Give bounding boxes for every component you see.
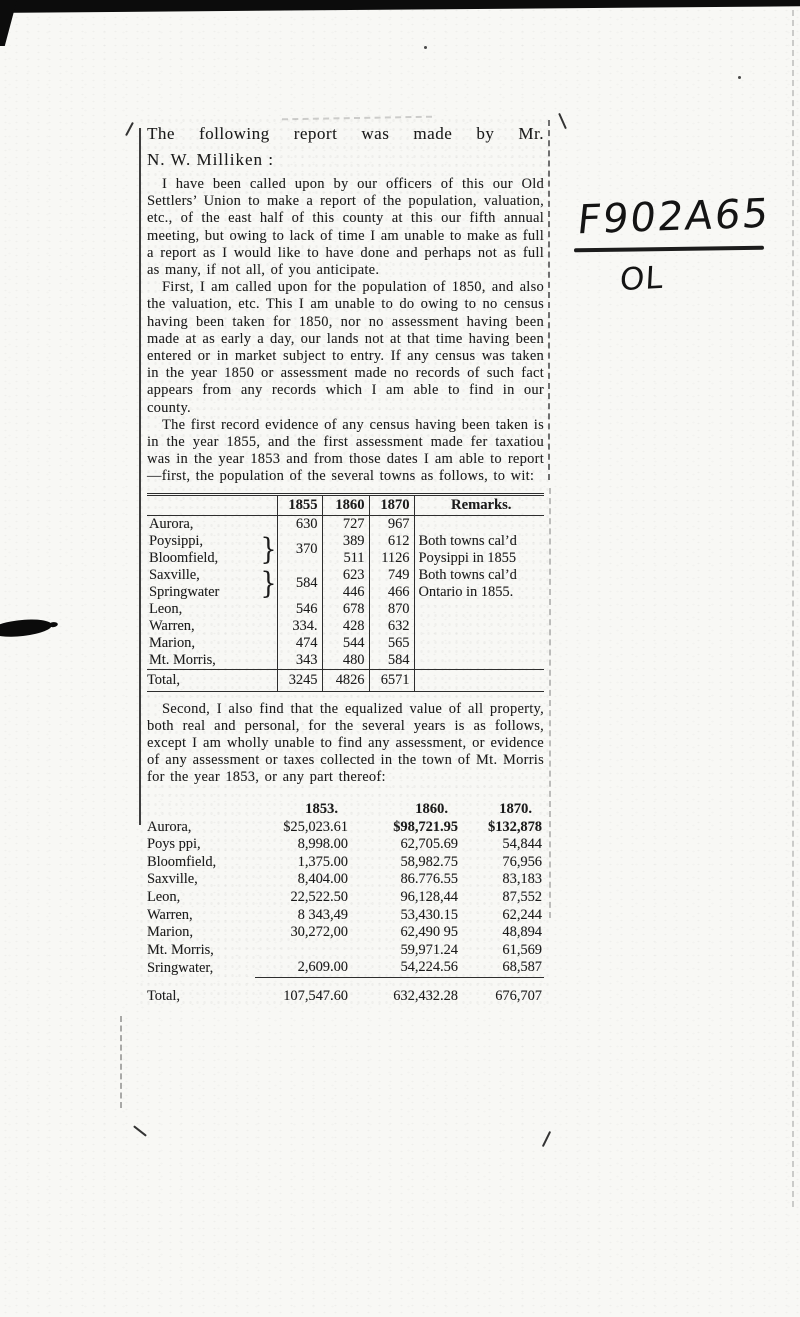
clipping-right-border-faint [549,488,551,918]
brace-icon: } [260,531,277,567]
paragraph-first: First, I am called upon for the population of 1850, and also the valuation, etc. This I am unable to do owing to no census having been taken for 1850, nor no assessment having been made at as early a day, our lands not at that time having been entered or in market subject to entry. If any census was taken in the year 1850 or assessment made no records of such fact appears from any records which I am able to find in our county. [147,279,544,416]
col-header-remarks: Remarks. [414,494,544,515]
town-name: Bloomfield, [149,549,219,566]
paragraph-intro: I have been called upon by our officers of this our Old Settlers’ Union to make a report of the population, valuation, etc., of the east half of this county at this our fifth annual meeting, but owing to lack of time I am unable to make as full a report as I would like to have done and perhaps not as full as many, if not all, of you anticipate. [147,176,544,279]
clipping-right-border [548,120,550,480]
val-1860: 86.776.55 [400,871,458,888]
table-row [147,819,544,837]
col-header-1870: 1870. [499,800,532,817]
val-1860: 58,982.75 [400,853,458,870]
town-name: Poys ppi, [147,836,201,853]
val-1860: 53,430.15 [400,906,458,923]
col-header-1860: 1860 [322,494,369,515]
table-row [147,871,544,889]
pop-1855: 630 [277,515,322,533]
brace-spacer [262,601,277,618]
clipping-left-border [139,128,141,825]
paragraph-second: Second, I also find that the equalized value of all property, both real and personal, for the several years is as follows, except I am wholly unable to find any assessment, or evidence of any assessment or taxes collected in the town of Mt. Morris for the year 1853, or any part thereof: [147,700,544,786]
val-1870: 83,183 [502,871,542,888]
pop-1855: 343 [277,652,322,670]
table-row [147,652,544,670]
col-header-1870: 1870 [369,494,414,515]
table-row [147,959,544,977]
val-1853: 8 343,49 [297,906,348,923]
pop-1870: 584 [369,652,414,670]
pop-1855-merged: 584 [277,567,322,601]
table-row [147,515,544,533]
brace-spacer [262,652,277,670]
pop-1870: 870 [369,601,414,618]
remark [414,515,544,533]
table-row [147,618,544,635]
val-1853: 2,609.00 [297,959,348,976]
town-name: Saxville, [149,566,200,583]
pop-1855: 474 [277,635,322,652]
handwritten-archive-code: F902A65 [575,190,773,244]
brace-icon: } [260,565,277,601]
col-header-1855: 1855 [277,494,322,515]
val-1853 [255,942,350,960]
pop-1860: 727 [322,515,369,533]
remark [414,601,544,618]
val-1853: 1,375.00 [297,853,348,870]
pop-1870: 612 [369,533,414,550]
brace-cell [262,533,277,567]
remark: Ontario in 1855. [414,584,544,601]
total-remark [414,669,544,691]
town-name: Mt. Morris, [147,941,214,958]
table-row [147,854,544,872]
pop-1870: 632 [369,618,414,635]
table-row [147,889,544,907]
town-name: Aurora, [149,515,194,532]
town-name: Mt. Morris, [149,651,216,668]
pop-1860: 511 [322,550,369,567]
val-1860: 59,971.24 [400,941,458,958]
town-name: Poysippi, [149,532,203,549]
pop-1855-merged: 370 [277,533,322,567]
val-1853: $25,023.61 [283,818,348,835]
remark: Both towns cal’d [414,533,544,550]
remark: Poysippi in 1855 [414,550,544,567]
total-1870: 676,707 [460,978,544,1010]
pop-1860: 480 [322,652,369,670]
val-1860: 54,224.56 [400,959,458,976]
ink-blob [0,616,53,639]
population-header-row [147,494,544,515]
handwritten-label: OL [618,259,665,299]
scanner-corner-shadow [0,0,17,46]
val-1870: 54,844 [502,836,542,853]
val-1870: 48,894 [502,924,542,941]
town-name: Warren, [149,617,195,634]
total-1860: 632,432.28 [350,978,460,1010]
town-name: Leon, [147,889,181,906]
scanner-edge-bar [0,0,800,14]
paper-speck [738,76,741,79]
page-right-edge-line [792,10,794,1207]
total-1855: 3245 [277,669,322,691]
remark [414,635,544,652]
town-name: Leon, [149,600,183,617]
val-1870: 87,552 [502,889,542,906]
remark [414,618,544,635]
clipping-edge-dashes [120,1016,122,1108]
pop-1860: 446 [322,584,369,601]
pen-mark-bottom-right [542,1131,551,1147]
val-1870: 62,244 [502,906,542,923]
town-name: Springwater [149,583,220,600]
remark [414,652,544,670]
pop-1870: 466 [369,584,414,601]
table-row [147,550,544,567]
valuation-table [147,801,544,1009]
headline-line-1: The following report was made by Mr. [147,124,544,143]
table-row [147,907,544,925]
remark: Both towns cal’d [414,567,544,584]
val-1853: 30,272,00 [290,924,348,941]
brace-spacer [262,515,277,533]
valuation-total-row [147,978,544,1010]
val-1853: 8,404.00 [297,871,348,888]
paragraph-census: The first record evidence of any census having been taken is in the year 1855, and the first assessment made fer taxatiou was in the year 1853 and from those dates I am able to report—first, the population of the several towns as follows, to wit: [147,416,544,485]
brace-spacer [262,618,277,635]
brace-spacer [262,635,277,652]
town-name: Sringwater, [147,959,214,976]
pen-mark-top-left [125,122,134,136]
table-row [147,567,544,584]
total-label: Total, [147,669,277,691]
valuation-header-row [147,801,544,819]
town-name: Bloomfield, [147,853,217,870]
pop-1860: 544 [322,635,369,652]
town-name: Saxville, [147,871,198,888]
town-name: Marion, [149,634,195,651]
val-1860: 96,128,44 [400,889,458,906]
pop-1855: 546 [277,601,322,618]
headline-line-2: N. W. Milliken : [147,150,274,169]
town-name: Aurora, [147,818,192,835]
table-row [147,584,544,601]
col-header-1853: 1853. [305,800,338,817]
total-1860: 4826 [322,669,369,691]
total-1870: 6571 [369,669,414,691]
paper-speck [424,46,427,49]
total-label: Total, [147,987,180,1004]
pen-mark-top-right [558,113,567,129]
val-1860: $98,721.95 [393,818,458,835]
val-1870: 68,587 [502,959,542,976]
table-row [147,601,544,618]
pop-1860: 623 [322,567,369,584]
pop-1870: 565 [369,635,414,652]
table-row [147,533,544,550]
total-1853: 107,547.60 [255,978,350,1010]
pen-mark-bottom-left [133,1125,147,1136]
val-1853: 8,998.00 [297,836,348,853]
col-header-town [147,801,255,819]
pop-1860: 389 [322,533,369,550]
table-row [147,836,544,854]
table-row [147,635,544,652]
val-1860: 62,490 95 [400,924,458,941]
population-table [147,493,544,692]
pop-1870: 1126 [369,550,414,567]
col-header-town [147,494,277,515]
handwritten-underline [574,246,764,253]
pop-1860: 428 [322,618,369,635]
val-1870: 76,956 [502,853,542,870]
pop-1870: 967 [369,515,414,533]
val-1860: 62,705.69 [400,836,458,853]
val-1870: $132,878 [488,818,542,835]
pop-1870: 749 [369,567,414,584]
town-name: Warren, [147,906,193,923]
town-name: Marion, [147,924,193,941]
brace-cell [262,567,277,601]
newspaper-clipping [138,116,552,1009]
pop-1860: 678 [322,601,369,618]
val-1870: 61,569 [502,941,542,958]
table-row [147,942,544,960]
pop-1855: 334. [277,618,322,635]
col-header-1860: 1860. [415,800,448,817]
table-row [147,924,544,942]
val-1853: 22,522.50 [290,889,348,906]
population-total-row [147,669,544,691]
